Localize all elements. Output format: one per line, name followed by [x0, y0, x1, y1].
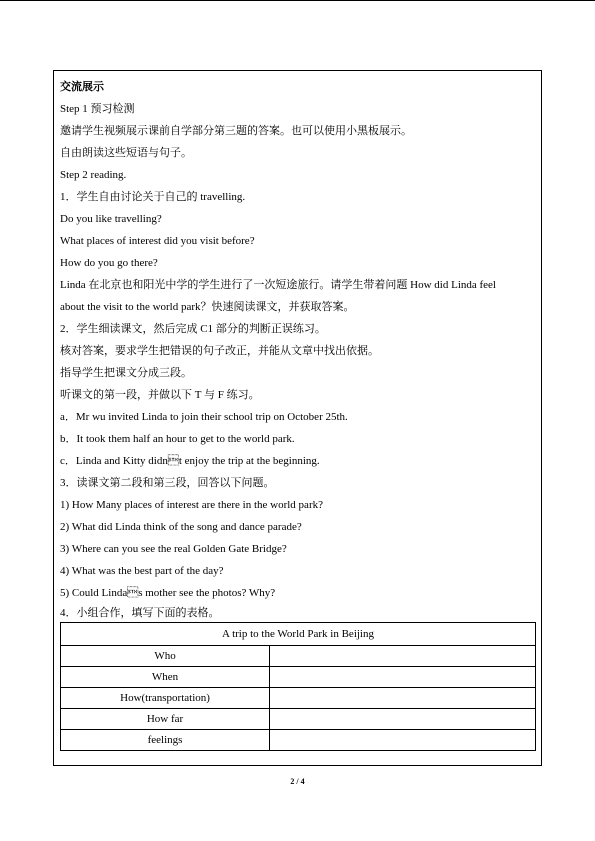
text-line: 听课文的第一段，并做以下 T 与 F 练习。 — [60, 389, 260, 401]
text-line: 核对答案，要求学生把错误的句子改正，并能从文章中找出依据。 — [60, 345, 379, 357]
row-label-how: How(transportation) — [61, 688, 270, 709]
text-line: Step 2 reading. — [60, 169, 127, 181]
answer-cell — [270, 667, 536, 688]
answer-cell — [270, 730, 536, 751]
section-title: 交流展示 — [60, 81, 104, 93]
text-line: 2) What did Linda think of the song and dance parade? — [60, 521, 302, 533]
top-border — [0, 0, 595, 1]
row-label-who: Who — [61, 646, 270, 667]
trip-table — [60, 622, 536, 751]
table-caption: A trip to the World Park in Beijing — [61, 623, 536, 646]
text-line: 1．学生自由讨论关于自己的 travelling. — [60, 191, 246, 203]
row-label-feelings: feelings — [61, 730, 270, 751]
text-line: 2．学生细读课文，然后完成 C1 部分的判断正误练习。 — [60, 323, 326, 335]
answer-cell — [270, 688, 536, 709]
text-line: b．It took them half an hour to get to the world park. — [60, 433, 295, 445]
text-line: about the visit to the world park？快速阅读课文，并获取答案。 — [60, 301, 355, 313]
row-label-when: When — [61, 667, 270, 688]
table-row — [61, 709, 536, 730]
text-line: 指导学生把课文分成三段。 — [60, 367, 192, 379]
text-line: How do you go there? — [60, 257, 158, 269]
text-line: Step 1 预习检测 — [60, 103, 135, 115]
text-line: c．Linda and Kitty didnt enjoy the trip at the beginning. — [60, 455, 320, 467]
text-line: 4) What was the best part of the day? — [60, 565, 224, 577]
text-line: 3．读课文第二段和第三段，回答以下问题。 — [60, 477, 275, 489]
table-row — [61, 646, 536, 667]
text-line: 4．小组合作，填写下面的表格。 — [60, 607, 220, 619]
text-line: 1) How Many places of interest are there in the world park? — [60, 499, 323, 511]
text-line: a．Mr wu invited Linda to join their school trip on October 25th. — [60, 411, 348, 423]
table-row — [61, 667, 536, 688]
text-line: 3) Where can you see the real Golden Gate Bridge? — [60, 543, 287, 555]
answer-cell — [270, 709, 536, 730]
table-row — [61, 688, 536, 709]
table-row — [61, 730, 536, 751]
text-line: What places of interest did you visit before? — [60, 235, 255, 247]
text-line: Do you like travelling? — [60, 213, 162, 225]
text-line: 5) Could Lindas mother see the photos? Why? — [60, 587, 276, 599]
text-line: 自由朗读这些短语与句子。 — [60, 147, 192, 159]
text-line: Linda 在北京也和阳光中学的学生进行了一次短途旅行。请学生带着问题 How did Linda feel — [60, 279, 496, 291]
row-label-how-far: How far — [61, 709, 270, 730]
answer-cell — [270, 646, 536, 667]
text-line: 邀请学生视频展示课前自学部分第三题的答案。也可以使用小黑板展示。 — [60, 125, 412, 137]
page-number: 2 / 4 — [290, 777, 305, 786]
table-caption-row — [61, 623, 536, 646]
